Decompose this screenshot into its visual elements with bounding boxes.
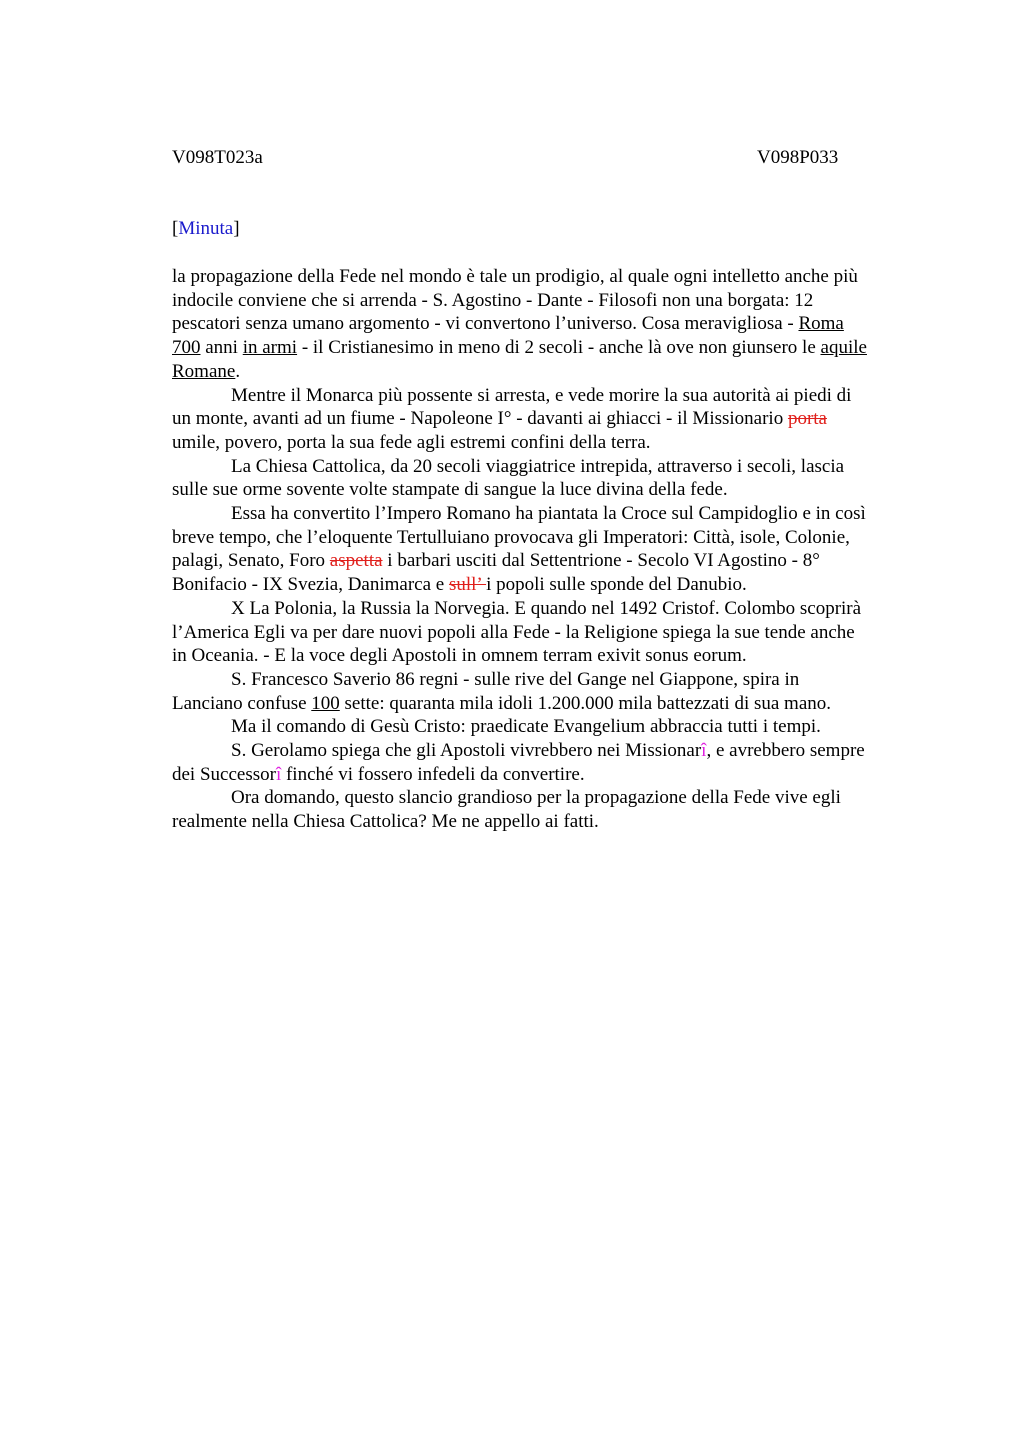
text-line: l’America Egli va per dare nuovi popoli alla Fede - la Religione spiega la sue tende anche (172, 621, 855, 643)
text-segment: i popoli sulle sponde del Danubio. (486, 574, 747, 596)
text-segment: sette: quaranta mila idoli 1.200.000 mila battezzati di sua mano. (339, 692, 832, 714)
text-line: indocile conviene che si arrenda - S. Agostino - Dante - Filosofi non una borgata: 12 (172, 289, 814, 311)
text-line (172, 312, 942, 336)
text-line (172, 336, 942, 360)
corrected-letter: î (275, 763, 282, 785)
text-line: La Chiesa Cattolica, da 20 secoli viaggiatrice intrepida, attraverso i secoli, lascia (231, 455, 845, 477)
text-line (172, 692, 942, 716)
text-segment: S. Gerolamo spiega che gli Apostoli vivrebbero nei Missionar (231, 740, 702, 762)
text-line: X La Polonia, la Russia la Norvegia. E quando nel 1492 Cristof. Colombo scoprirà (231, 597, 862, 619)
text-segment: - il Cristianesimo in meno di 2 secoli - anche là ove non giunsero le (297, 337, 821, 359)
underlined-word: 100 (311, 692, 340, 714)
corrected-letter: î (701, 740, 707, 762)
text-segment: . (235, 360, 241, 382)
text-segment: , e avrebbero sempre (706, 740, 865, 762)
text-line: la propagazione della Fede nel mondo è tale un prodigio, al quale ogni intelletto anche più (172, 266, 858, 287)
text-segment: palagi, Senato, Foro (172, 550, 330, 572)
text-segment: un monte, avanti ad un fiume - Napoleone I° - davanti ai ghiacci - il Missionario (172, 408, 788, 430)
text-line (172, 763, 942, 787)
text-line: breve tempo, che l’eloquente Tertulluiano provocava gli Imperatori: Città, isole, Colonie, (172, 526, 850, 548)
text-segment: dei Successor (172, 763, 276, 785)
text-segment: pescatori senza umano argomento - vi convertono l’universo. Cosa meravigliosa - (172, 313, 799, 335)
document-code-right: V098P033 (757, 147, 839, 168)
text-line: sulle sue orme sovente volte stampate di sangue la luce divina della fede. (172, 479, 728, 501)
minuta-label: Minuta (178, 218, 234, 239)
text-line (172, 407, 942, 431)
underlined-word: Roma (798, 313, 844, 335)
text-line: Ma il comando di Gesù Cristo: praedicate Evangelium abbraccia tutti i tempi. (231, 716, 821, 738)
text-segment: finché vi fossero infedeli da convertire. (281, 763, 585, 785)
underlined-word: Romane (172, 360, 236, 382)
deleted-word: sull’ (448, 574, 487, 596)
underlined-word: 700 (172, 337, 201, 359)
deleted-word: aspetta (329, 550, 383, 572)
text-line: umile, povero, porta la sua fede agli estremi confini della terra. (172, 431, 651, 453)
document-code-left: V098T023a (172, 147, 263, 168)
minuta-note (172, 217, 240, 241)
text-segment: anni (200, 337, 243, 359)
text-line (172, 573, 942, 597)
open-bracket: [ (172, 218, 179, 239)
underlined-word: aquile (820, 337, 867, 359)
text-segment: Bonifacio - IX Svezia, Danimarca e (172, 574, 449, 596)
text-line (172, 739, 942, 763)
text-line (172, 360, 942, 384)
text-line: realmente nella Chiesa Cattolica? Me ne appello ai fatti. (172, 811, 599, 833)
text-line (172, 549, 942, 573)
text-line: Mentre il Monarca più possente si arresta, e vede morire la sua autorità ai piedi di (231, 384, 852, 406)
text-line: in Oceania. - E la voce degli Apostoli in omnem terram exivit sonus eorum. (172, 645, 747, 667)
close-bracket: ] (233, 218, 240, 239)
text-line: Ora domando, questo slancio grandioso per la propagazione della Fede vive egli (231, 787, 841, 809)
deleted-word: porta (787, 408, 827, 430)
text-line: Essa ha convertito l’Impero Romano ha piantata la Croce sul Campidoglio e in così (231, 503, 866, 525)
text-segment: Lanciano confuse (172, 692, 312, 714)
body-text (172, 265, 942, 834)
text-segment: i barbari usciti dal Settentrione - Secolo VI Agostino - 8° (382, 550, 820, 572)
underlined-word: in armi (242, 337, 298, 359)
text-line: S. Francesco Saverio 86 regni - sulle rive del Gange nel Giappone, spira in (231, 668, 800, 690)
